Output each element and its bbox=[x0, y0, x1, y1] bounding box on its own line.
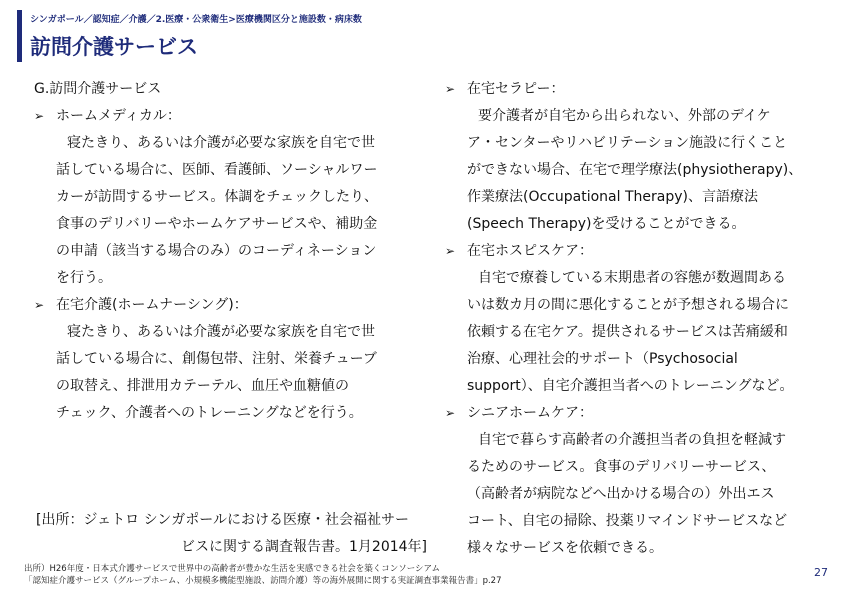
left-column bbox=[34, 76, 409, 427]
footnote-line: 出所）H26年度・日本式介護サービスで世界中の高齢者が豊かな生活を実感できる社会を築くコンソーシアム bbox=[24, 564, 440, 574]
body-line: 寝たきり、あるいは介護が必要な家族を自宅で世 bbox=[67, 135, 375, 151]
arrow-bullet-icon: ➢ bbox=[34, 298, 45, 312]
body-line: 要介護者が自宅から出られない、外部のデイケ bbox=[478, 108, 771, 124]
body-line: 話している場合に、創傷包帯、注射、栄養チューブ bbox=[56, 351, 377, 367]
arrow-bullet-icon: ➢ bbox=[34, 109, 45, 123]
body-line: ができない場合、在宅で理学療法(physiotherapy)、 bbox=[467, 162, 803, 178]
body-line: 自宅で療養している末期患者の容態が数週間ある bbox=[478, 270, 786, 286]
right-column bbox=[445, 76, 830, 562]
source-line: [出所：ジェトロ シンガポールにおける医療・社会福祉サー bbox=[36, 512, 410, 528]
body-line: 作業療法(Occupational Therapy)、言語療法 bbox=[467, 189, 758, 205]
body-line: (Speech Therapy)を受けることができる。 bbox=[467, 216, 746, 232]
footnote bbox=[24, 563, 502, 587]
bullet-label: 在宅セラピー： bbox=[467, 81, 565, 97]
page-number: 27 bbox=[814, 566, 828, 579]
arrow-bullet-icon: ➢ bbox=[445, 406, 456, 420]
body-line: いは数カ月の間に悪化することが予想される場合に bbox=[467, 297, 789, 313]
bullet-label: 在宅ホスピスケア： bbox=[467, 243, 593, 259]
bullet-home-medical bbox=[34, 103, 409, 130]
bullet-label: シニアホームケア： bbox=[467, 405, 593, 421]
section-heading: G.訪問介護サービス bbox=[34, 81, 162, 97]
bullet-home-nursing bbox=[34, 292, 409, 319]
body-line: 寝たきり、あるいは介護が必要な家族を自宅で世 bbox=[67, 324, 375, 340]
body-line: support）、自宅介護担当者へのトレーニングなど。 bbox=[467, 378, 794, 394]
title-accent-bar bbox=[17, 10, 22, 62]
body-line: の取替え、排泄用カテーテル、血圧や血糖値の bbox=[56, 378, 350, 394]
bullet-senior-home-care bbox=[445, 400, 830, 427]
page-title: 訪問介護サービス bbox=[30, 35, 198, 59]
bullet-label: 在宅介護(ホームナーシング)： bbox=[56, 297, 248, 313]
body-line: カーが訪問するサービス。体調をチェックしたり、 bbox=[56, 189, 378, 205]
body-line: 治療、心理社会的サポート（Psychosocial bbox=[467, 351, 738, 367]
body-line: 話している場合に、医師、看護師、ソーシャルワー bbox=[56, 162, 378, 178]
body-line: 自宅で暮らす高齢者の介護担当者の負担を軽減す bbox=[478, 432, 786, 448]
footnote-line: 「認知症介護サービス（グループホーム、小規模多機能型施設、訪問介護）等の海外展開に関する実証調査事業報告書」p.27 bbox=[24, 576, 502, 586]
source-citation bbox=[36, 507, 431, 561]
breadcrumb: シンガポール／認知症／介護／2.医療・公衆衛生>医療機関区分と施設数・病床数 bbox=[30, 15, 362, 25]
source-line: ビスに関する調査報告書。1月2014年] bbox=[181, 539, 427, 555]
body-line: 依頼する在宅ケア。提供されるサービスは苦痛緩和 bbox=[467, 324, 788, 340]
body-line: るためのサービス。食事のデリバリーサービス、 bbox=[467, 459, 776, 475]
body-line: ア・センターやリハビリテーション施設に行くこと bbox=[467, 135, 788, 151]
body-line: チェック、介護者へのトレーニングなどを行う。 bbox=[56, 405, 363, 421]
body-line: の申請（該当する場合のみ）のコーディネーション bbox=[56, 243, 377, 259]
body-line: （高齢者が病院などへ出かける場合の）外出エス bbox=[467, 486, 775, 502]
bullet-label: ホームメディカル： bbox=[56, 108, 181, 124]
body-line: を行う。 bbox=[56, 270, 112, 286]
body-line: コート、自宅の掃除、投薬リマインドサービスなど bbox=[467, 513, 788, 529]
body-line: 様々なサービスを依頼できる。 bbox=[467, 540, 663, 556]
arrow-bullet-icon: ➢ bbox=[445, 82, 456, 96]
arrow-bullet-icon: ➢ bbox=[445, 244, 456, 258]
bullet-home-hospice bbox=[445, 238, 830, 265]
body-line: 食事のデリバリーやホームケアサービスや、補助金 bbox=[56, 216, 378, 232]
bullet-home-therapy bbox=[445, 76, 830, 103]
